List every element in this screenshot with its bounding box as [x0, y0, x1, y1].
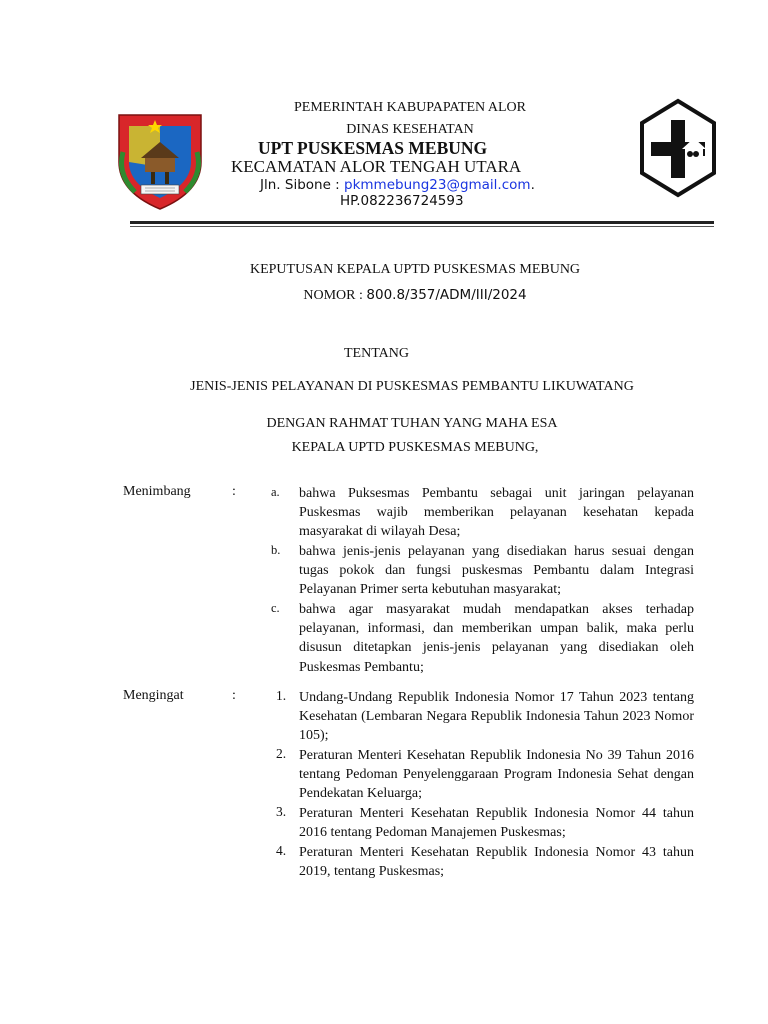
- address-suffix: .: [530, 177, 535, 193]
- regency-coat-of-arms-logo: [115, 112, 205, 212]
- mengingat-label: Mengingat: [123, 688, 184, 703]
- phone-number: HP.082236724593: [340, 193, 464, 209]
- district-name: KECAMATAN ALOR TENGAH UTARA: [231, 157, 522, 176]
- list-marker: 3.: [276, 804, 287, 819]
- mengingat-colon: :: [232, 688, 236, 703]
- list-marker: 1.: [276, 688, 287, 703]
- menimbang-colon: :: [232, 484, 236, 499]
- letterhead-divider-thin: [130, 226, 714, 227]
- email-link[interactable]: pkmmebung23@gmail.com: [344, 177, 531, 193]
- department-name: DINAS KESEHATAN: [346, 122, 474, 137]
- list-item-text: bahwa jenis-jenis pelayanan yang disediakan harus sesuai dengan tugas pokok dan fungsi puskesmas Pembantu dalam Integrasi Pelayanan Primer serta kebutuhan masyarakat;: [299, 544, 694, 598]
- list-marker: 4.: [276, 843, 287, 858]
- decree-subject: JENIS-JENIS PELAYANAN DI PUSKESMAS PEMBANTU LIKUWATANG: [190, 379, 634, 394]
- address-prefix: Jln. Sibone :: [260, 177, 345, 193]
- list-item-text: Peraturan Menteri Kesehatan Republik Indonesia Nomor 44 tahun 2016 tentang Pedoman Manajemen Puskesmas;: [299, 806, 694, 841]
- list-item-text: Peraturan Menteri Kesehatan Republik Indonesia Nomor 43 tahun 2019, tentang Puskesmas;: [299, 845, 694, 880]
- contact-address: [260, 177, 535, 193]
- list-marker: b.: [271, 543, 281, 557]
- list-marker: 2.: [276, 746, 287, 761]
- list-item-text: Undang-Undang Republik Indonesia Nomor 17 Tahun 2023 tentang Kesehatan (Lembaran Negara Republik Indonesia Tahun 2023 Nomor 105);: [299, 690, 694, 744]
- signatory-title: KEPALA UPTD PUSKESMAS MEBUNG,: [291, 440, 539, 455]
- decree-number-value: 800.8/357/ADM/III/2024: [366, 287, 527, 303]
- menimbang-label: Menimbang: [123, 484, 191, 499]
- puskesmas-logo: [638, 98, 718, 198]
- tentang-heading: TENTANG: [344, 346, 409, 361]
- decree-number-label: NOMOR :: [303, 288, 367, 303]
- list-item-text: Peraturan Menteri Kesehatan Republik Indonesia No 39 Tahun 2016 tentang Pedoman Penyelenggaraan Program Indonesia Sehat dengan Pendekatan Keluarga;: [299, 748, 694, 802]
- decree-number: [0, 286, 768, 304]
- list-marker: c.: [271, 601, 280, 615]
- invocation-line: DENGAN RAHMAT TUHAN YANG MAHA ESA: [266, 416, 558, 431]
- decree-title: KEPUTUSAN KEPALA UPTD PUSKESMAS MEBUNG: [249, 262, 581, 277]
- list-item-text: bahwa agar masyarakat mudah mendapatkan akses terhadap pelayanan, informasi, dan memberikan umpan balik, maka perlu disusun ditetapkan jenis-jenis pelayanan yang disediakan oleh Puskesmas Pembantu;: [299, 602, 694, 675]
- letterhead-divider-thick: [130, 221, 714, 224]
- list-item-text: bahwa Puksesmas Pembantu sebagai unit jaringan pelayanan Puskesmas wajib memberikan pelayanan kesehatan kepada masyarakat di wilayah Desa;: [299, 486, 694, 540]
- list-marker: a.: [271, 485, 280, 499]
- institution-name: UPT PUSKESMAS MEBUNG: [258, 138, 488, 158]
- government-name: PEMERINTAH KABUPAPATEN ALOR: [294, 100, 526, 115]
